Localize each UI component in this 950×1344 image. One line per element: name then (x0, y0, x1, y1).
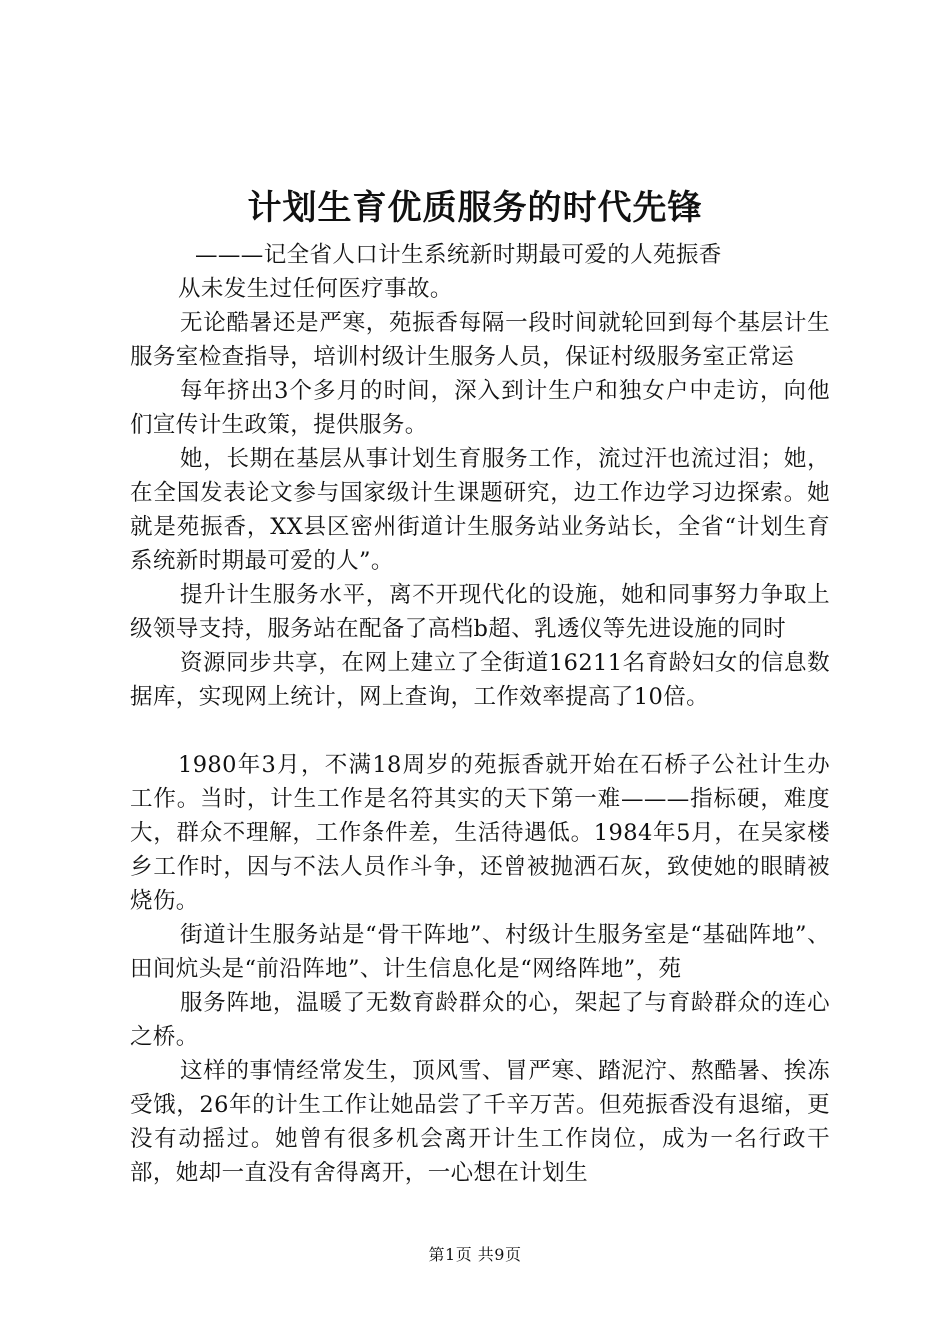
paragraph: 服务阵地，温暖了无数育龄群众的心，架起了与育龄群众的连心之桥。 (130, 990, 830, 1050)
paragraph: 街道计生服务站是“骨干阵地”、村级计生服务室是“基础阵地”、田间炕头是“前沿阵地”、计生信息化是“网络阵地”，苑 (130, 922, 830, 982)
paragraph: 每年挤出3个多月的时间，深入到计生户和独女户中走访，向他们宣传计生政策，提供服务。 (130, 378, 830, 438)
document-subtitle: ———记全省人口计生系统新时期最可爱的人苑振香 (195, 242, 722, 268)
paragraph: 提升计生服务水平，离不开现代化的设施，她和同事努力争取上级领导支持，服务站在配备了高档b超、乳透仪等先进设施的同时 (130, 582, 830, 642)
paragraph: 资源同步共享，在网上建立了全街道16211名育龄妇女的信息数据库，实现网上统计，网上查询，工作效率提高了10倍。 (130, 650, 830, 710)
document-body (130, 238, 830, 1190)
paragraph: 无论酷暑还是严寒，苑振香每隔一段时间就轮回到每个基层计生服务室检查指导，培训村级计生服务人员，保证村级服务室正常运 (130, 310, 830, 370)
page-number-footer: 第1页 共9页 (428, 1245, 522, 1264)
paragraph: 她，长期在基层从事计划生育服务工作，流过汗也流过泪；她，在全国发表论文参与国家级计生课题研究，边工作边学习边探索。她就是苑振香，XX县区密州街道计生服务站业务站长，全省“计划生育系统新时期最可爱的人”。 (130, 446, 830, 574)
paragraph: 从未发生过任何医疗事故。 (178, 276, 453, 302)
paragraph: 这样的事情经常发生，顶风雪、冒严寒、踏泥泞、熬酷暑、挨冻受饿，26年的计生工作让她品尝了千辛万苦。但苑振香没有退缩，更没有动摇过。她曾有很多机会离开计生工作岗位，成为一名行政干部，她却一直没有舍得离开，一心想在计划生 (130, 1058, 830, 1186)
document-title: 计划生育优质服务的时代先锋 (247, 188, 703, 228)
paragraph: 1980年3月，不满18周岁的苑振香就开始在石桥子公社计生办工作。当时，计生工作是名符其实的天下第一难———指标硬，难度大，群众不理解，工作条件差，生活待遇低。1984年5月，在吴家楼乡工作时，因与不法人员作斗争，还曾被抛洒石灰，致使她的眼睛被烧伤。 (130, 752, 830, 914)
